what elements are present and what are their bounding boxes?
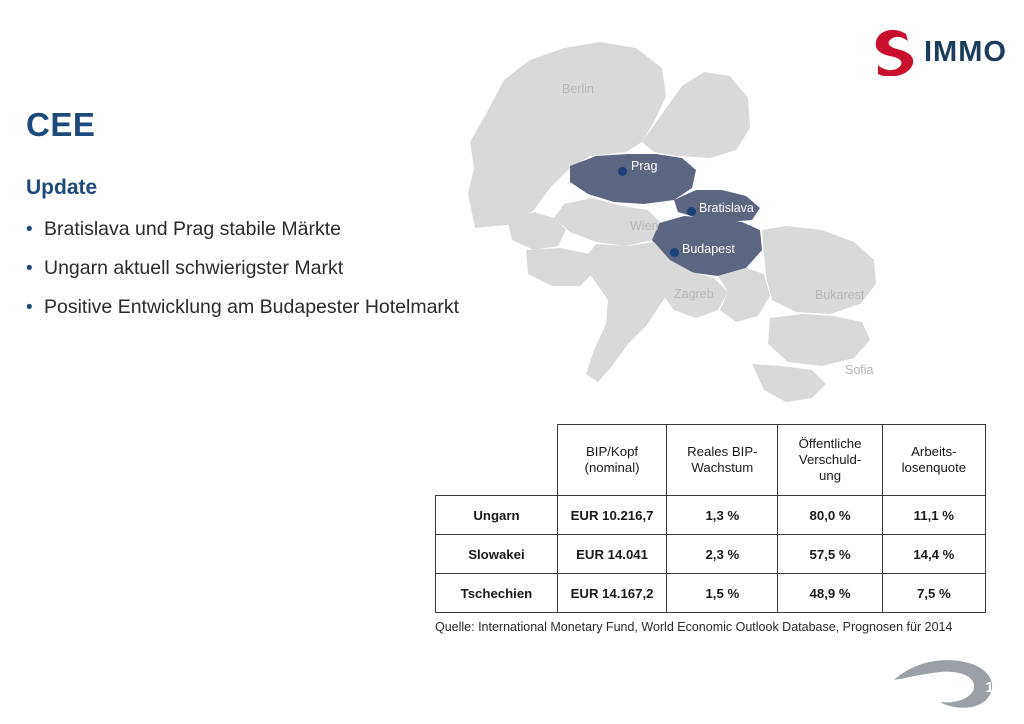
city-label-zagreb: Zagreb (674, 287, 714, 301)
source-note: Quelle: International Monetary Fund, World Economic Outlook Database, Prognosen für 2014 (435, 620, 953, 634)
row-gdp-per-capita: EUR 14.041 (557, 535, 666, 574)
table-header-blank (436, 425, 558, 496)
bullet-marker-icon: • (26, 219, 33, 240)
cee-region-map (430, 18, 950, 408)
city-label-bukarest: Bukarest (815, 288, 865, 302)
city-label-wien: Wien (630, 219, 659, 233)
page-subtitle: Update (26, 176, 98, 199)
row-unemployment: 7,5 % (882, 574, 985, 613)
row-country: Ungarn (436, 496, 558, 535)
table-row (436, 574, 986, 613)
header-line: Arbeits- (911, 444, 957, 459)
city-dot-budapest (670, 248, 679, 257)
header-line: ung (819, 468, 842, 483)
row-country: Slowakei (436, 535, 558, 574)
row-public-debt: 80,0 % (778, 496, 882, 535)
header-line: Wachstum (691, 460, 754, 475)
logo-wordmark: IMMO (924, 36, 1007, 68)
row-real-gdp-growth: 2,3 % (667, 535, 778, 574)
city-label-budapest: Budapest (682, 242, 735, 256)
row-country: Tschechien (436, 574, 558, 613)
list-item (22, 216, 472, 243)
bullet-list (22, 216, 472, 333)
bullet-text: Bratislava und Prag stabile Märkte (44, 218, 341, 240)
list-item (22, 294, 472, 321)
table-row (436, 496, 986, 535)
statistics-table (435, 424, 986, 613)
header-line: (nominal) (584, 460, 640, 475)
table-row (436, 535, 986, 574)
bullet-text: Positive Entwicklung am Budapester Hotelmarkt (44, 296, 460, 318)
table-header-unemployment (882, 425, 985, 496)
bullet-marker-icon: • (26, 258, 33, 279)
table-header-real-gdp-growth (667, 425, 778, 496)
header-line: Verschuld- (798, 452, 862, 467)
table-header-row (436, 425, 986, 496)
row-public-debt: 57,5 % (778, 535, 882, 574)
page-number: 10 (985, 679, 1002, 696)
city-label-bratislava: Bratislava (699, 201, 754, 215)
city-label-prag: Prag (631, 159, 658, 173)
city-dot-prag (618, 167, 627, 176)
city-label-berlin: Berlin (562, 82, 594, 96)
header-line: Öffentliche (798, 436, 862, 451)
row-real-gdp-growth: 1,5 % (667, 574, 778, 613)
row-gdp-per-capita: EUR 14.167,2 (557, 574, 666, 613)
table-header-gdp-per-capita (557, 425, 666, 496)
row-real-gdp-growth: 1,3 % (667, 496, 778, 535)
header-line: BIP/Kopf (586, 444, 639, 459)
row-unemployment: 14,4 % (882, 535, 985, 574)
list-item (22, 255, 472, 282)
row-unemployment: 11,1 % (882, 496, 985, 535)
page-title: CEE (26, 106, 96, 143)
table-header-public-debt (778, 425, 882, 496)
row-public-debt: 48,9 % (778, 574, 882, 613)
bullet-text: Ungarn aktuell schwierigster Markt (44, 257, 344, 279)
header-line: losenquote (901, 460, 967, 475)
city-label-sofia: Sofia (845, 363, 874, 377)
bullet-marker-icon: • (26, 297, 33, 318)
city-dot-bratislava (687, 207, 696, 216)
row-gdp-per-capita: EUR 10.216,7 (557, 496, 666, 535)
header-line: Reales BIP- (687, 444, 758, 459)
